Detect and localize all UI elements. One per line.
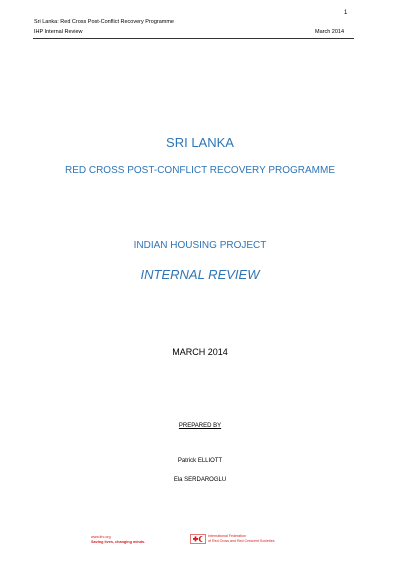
ifrc-tagline-logo xyxy=(91,535,161,549)
ifrc-emblem-logo xyxy=(190,534,310,548)
running-header-date: March 2014 xyxy=(315,29,345,35)
author-name: Patrick ELLIOTT xyxy=(177,458,223,464)
author-name: Ela SERDAROGLU xyxy=(173,477,227,483)
header-divider xyxy=(33,38,354,39)
logo-url: www.ifrc.org xyxy=(91,535,111,539)
logo-org-line: International Federation xyxy=(208,534,246,538)
prepared-by-label: PREPARED BY xyxy=(178,423,222,429)
project-title: INDIAN HOUSING PROJECT xyxy=(133,240,267,251)
running-header-title: Sri Lanka: Red Cross Post-Conflict Recovery Programme xyxy=(34,19,174,25)
page-number: 1 xyxy=(344,10,348,16)
country-title: SRI LANKA xyxy=(166,135,234,150)
running-header-subtitle: IHP Internal Review xyxy=(34,29,83,35)
report-date: MARCH 2014 xyxy=(172,347,228,357)
review-title: INTERNAL REVIEW xyxy=(140,267,260,282)
logo-org-line: of Red Cross and Red Crescent Societies xyxy=(208,538,275,543)
logo-tagline: Saving lives, changing minds. xyxy=(91,540,146,544)
red-cross-crescent-icon xyxy=(190,534,206,544)
programme-title: RED CROSS POST-CONFLICT RECOVERY PROGRAMME xyxy=(64,165,336,176)
